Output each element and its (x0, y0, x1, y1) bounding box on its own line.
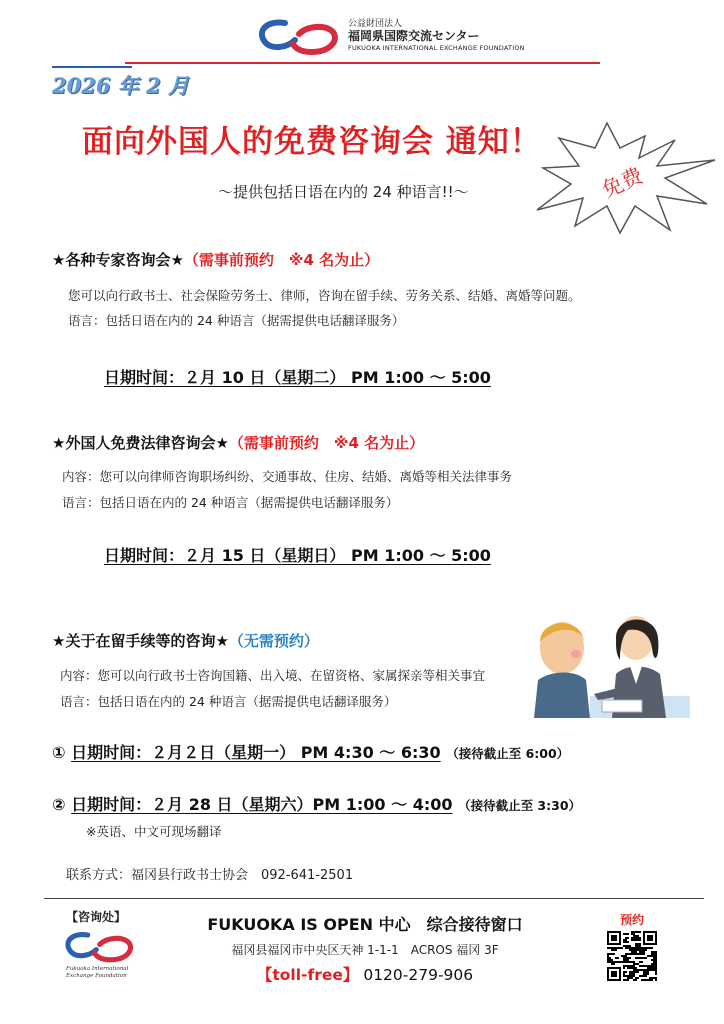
footer-logo-text (66, 966, 128, 980)
footer-center (190, 912, 540, 985)
footer-address: 福冈县福冈市中央区天神 1-1-1 ACROS 福冈 3F (231, 943, 499, 957)
footer-logo-text-2: Exchange Foundation (66, 973, 127, 979)
issue-date: 2026 年 2 月 (52, 73, 189, 98)
qr-code-icon[interactable] (607, 931, 657, 981)
section-2-content: 内容：您可以向律师咨询职场纠纷、交通事故、住房、结婚、离婚等相关法律事务 (62, 469, 513, 484)
section-1-title-note: （需事前预约 ※4 名为止） (183, 251, 380, 269)
page-subtitle: ～提供包括日语在内的 24 种语言!!～ (218, 183, 469, 201)
phone-number: 0120-279-906 (363, 966, 474, 984)
org-line-1: 公益財団法人 (348, 19, 403, 29)
org-line-3: FUKUOKA INTERNATIONAL EXCHANGE FOUNDATION (348, 44, 525, 52)
section-1-datetime-text: 日期时间：２月 10 日（星期二） PM 1:00 ～ 5:00 (104, 368, 491, 387)
organization-name (348, 18, 525, 54)
section-2-datetime (104, 543, 491, 566)
section-1-title-text: ★各种专家咨询会★ (52, 251, 184, 269)
footer-divider (44, 898, 704, 899)
section-1-language: 语言：包括日语在内的 24 种语言（据需提供电话翻译服务） (68, 313, 405, 328)
header-divider-blue (52, 66, 132, 68)
datetime-1-number: ① (52, 743, 66, 762)
header-divider-red (125, 62, 600, 64)
foundation-logo-icon (255, 18, 339, 56)
section-3-datetime-2 (52, 792, 581, 815)
toll-free-label: 【toll-free】 (256, 966, 359, 984)
section-2-title-text: ★外国人免费法律咨询会★ (52, 434, 229, 452)
footer-title: FUKUOKA IS OPEN 中心 综合接待窗口 (207, 915, 523, 934)
translation-note: ※英语、中文可现场翻译 (86, 824, 222, 839)
footer-logo-text-1: Fukuoka International (66, 966, 129, 972)
section-2-datetime-text: 日期时间：２月 15 日（星期日） PM 1:00 ～ 5:00 (104, 546, 491, 565)
free-badge: 免费 (598, 163, 647, 203)
section-3-language: 语言：包括日语在内的 24 种语言（据需提供电话翻译服务） (60, 694, 397, 709)
section-3-title-text: ★关于在留手续等的咨询★ (52, 632, 229, 650)
section-3-title (52, 630, 319, 651)
datetime-2-number: ② (52, 795, 66, 814)
section-2-language: 语言：包括日语在内的 24 种语言（据需提供电话翻译服务） (62, 495, 399, 510)
section-1-datetime (104, 365, 491, 388)
page-title: 面向外国人的免费咨询会 通知！ (82, 124, 542, 160)
reservation-label: 预约 (620, 913, 645, 927)
section-3-datetime-1 (52, 740, 569, 763)
consultation-illustration (532, 608, 692, 720)
section-1-content: 您可以向行政书士、社会保险劳务士、律师，咨询在留手续、劳务关系、结婚、离婚等问题。 (68, 288, 581, 303)
section-1-title (52, 249, 379, 270)
footer-phone-line (190, 963, 540, 985)
org-line-2: 福岡県国際交流センター (348, 29, 480, 43)
section-3-content: 内容：您可以向行政书士咨询国籍、出入境、在留资格、家属探亲等相关事宜 (60, 668, 486, 683)
datetime-1-text: 日期时间：２月２日（星期一） PM 4:30 ～ 6:30 (71, 743, 441, 762)
contact-info: 联系方式：福冈县行政书士协会 092-641-2501 (66, 868, 354, 883)
foundation-logo-small-icon (62, 930, 134, 964)
datetime-2-note: （接待截止至 3:30） (458, 798, 582, 813)
datetime-1-note: （接待截止至 6:00） (446, 746, 570, 761)
section-3-title-note: （无需预约） (228, 632, 319, 650)
footer-label: 【咨询处】 (66, 910, 127, 924)
datetime-2-text: 日期时间：２月 28 日（星期六）PM 1:00 ～ 4:00 (71, 795, 453, 814)
section-2-title-note: （需事前预约 ※4 名为止） (228, 434, 425, 452)
section-2-title (52, 432, 424, 453)
